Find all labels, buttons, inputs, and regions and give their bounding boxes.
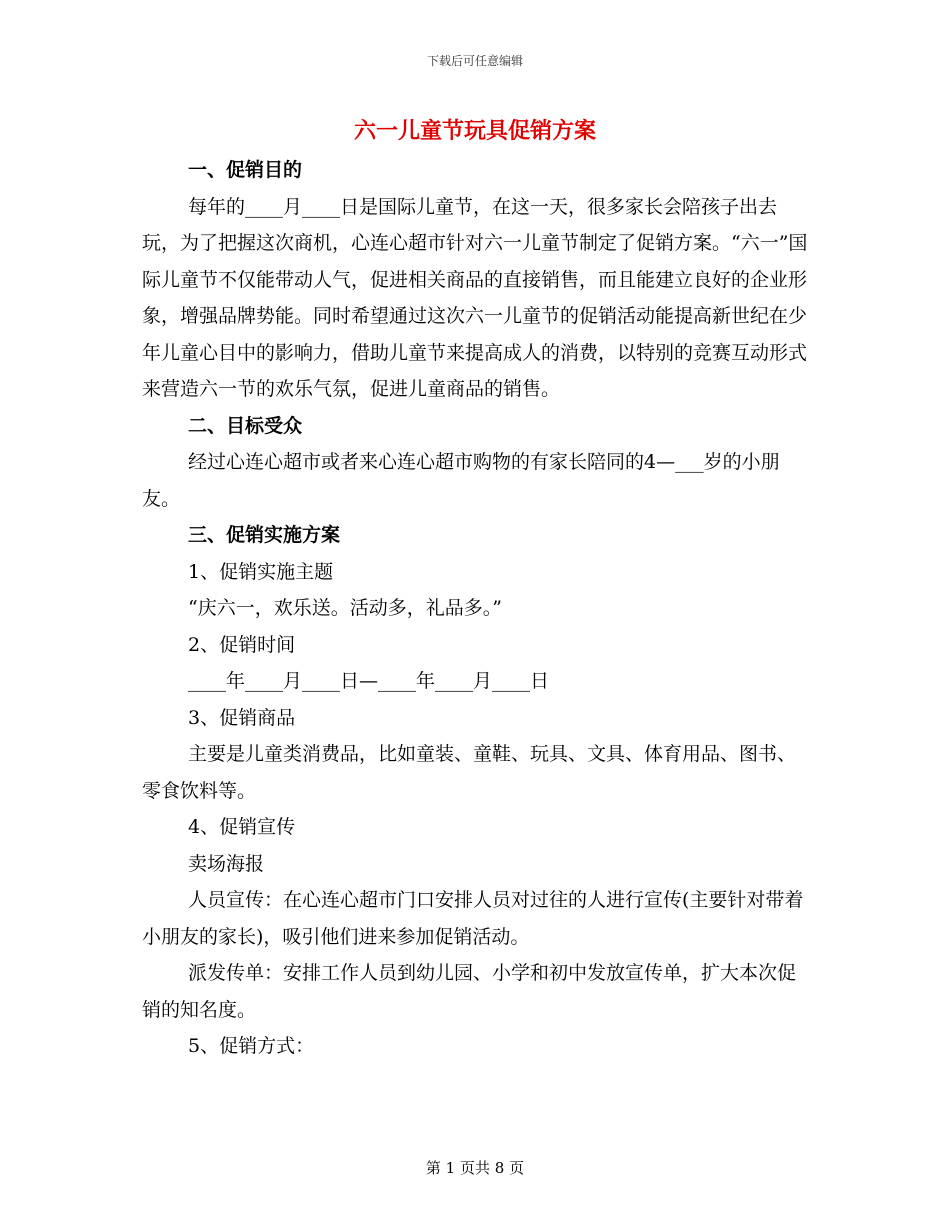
- paragraph-staff-publicity: 人员宣传：在心连心超市门口安排人员对过往的人进行宣传(主要针对带着小朋友的家长)，吸引他们进来参加促销活动。: [142, 889, 804, 948]
- page-footer: 第 1 页共 8 页: [425, 1159, 525, 1177]
- document-title: 六一儿童节玩具促销方案: [353, 118, 596, 144]
- paragraph-theme: “庆六一，欢乐送。活动多，礼品多。”: [188, 597, 502, 619]
- paragraph-time: ____年____月____日—____年____月____日: [188, 670, 550, 692]
- section-heading-plan: 三、促销实施方案: [188, 524, 341, 546]
- subheading-publicity: 4、促销宣传: [188, 816, 296, 838]
- paragraph-goods: 主要是儿童类消费品，比如童装、童鞋、玩具、文具、体育用品、图书、零食饮料等。: [142, 743, 797, 802]
- subheading-time: 2、促销时间: [188, 633, 296, 656]
- subheading-goods: 3、促销商品: [188, 706, 296, 729]
- paragraph-purpose: 每年的____月____日是国际儿童节，在这一天，很多家长会陪孩子出去玩，为了把握这次商机，心连心超市针对六一儿童节制定了促销方案。“六一”国际儿童节不仅能带动人气，促进相关商品的直接销售，而且能建立良好的企业形象，增强品牌势能。同时希望通过这次六一儿童节的促销活动能提高新世纪在少年儿童心目中的影响力，借助儿童节来提高成人的消费，以特别的竞赛互动形式来营造六一节的欢乐气氛，促进儿童商品的销售。: [142, 195, 808, 400]
- subheading-method: 5、促销方式：: [188, 1035, 315, 1057]
- document-body: [142, 152, 810, 1065]
- paragraph-audience: 经过心连心超市或者来心连心超市购物的有家长陪同的4—___岁的小朋友。: [142, 451, 780, 510]
- paragraph-flyers: 派发传单：安排工作人员到幼儿园、小学和初中发放宣传单，扩大本次促销的知名度。: [142, 962, 797, 1021]
- paragraph-poster: 卖场海报: [188, 852, 265, 875]
- subheading-theme: 1、促销实施主题: [188, 560, 334, 583]
- section-heading-audience: 二、目标受众: [188, 414, 303, 437]
- section-heading-purpose: 一、促销目的: [188, 159, 303, 181]
- page-header: 下载后可任意编辑: [426, 54, 523, 68]
